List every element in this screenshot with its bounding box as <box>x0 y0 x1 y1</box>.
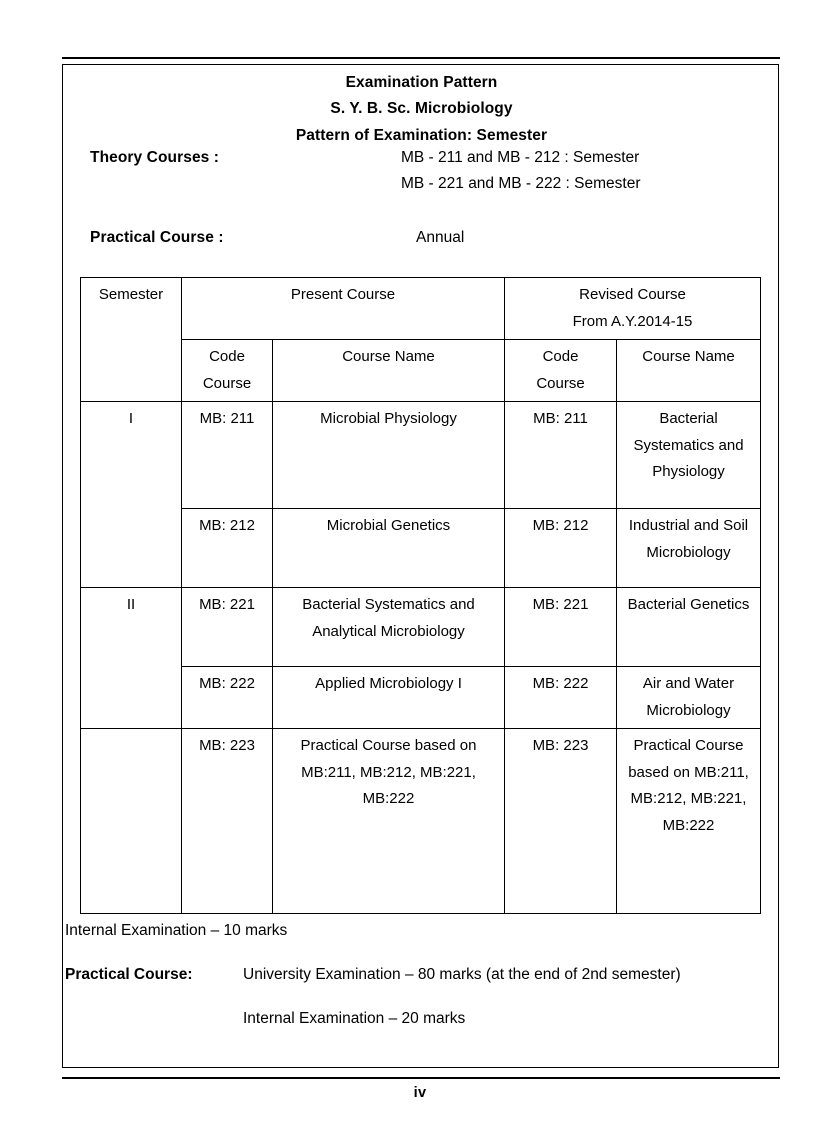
table-header-group-row <box>81 278 761 340</box>
footer-rule <box>62 1077 780 1079</box>
content-frame <box>62 64 779 1068</box>
theory-courses-label: Theory Courses : <box>90 149 220 166</box>
row-present-name: Bacterial Systematics and Analytical Microbiology <box>273 588 505 667</box>
table-row <box>81 588 761 667</box>
row-semester-3 <box>81 729 182 914</box>
header-present-course: Present Course <box>182 278 505 340</box>
row-present-code: MB: 222 <box>182 667 273 729</box>
row-revised-code: MB: 222 <box>505 667 617 729</box>
header-present-code-line-2: Course <box>202 374 252 392</box>
table-row <box>81 402 761 509</box>
note-internal-examination-bottom-text: Internal Examination – 20 marks <box>243 1010 466 1027</box>
header-revised-course-line-2: From A.Y.2014-15 <box>572 312 693 330</box>
table-row <box>81 667 761 729</box>
row-present-name: Microbial Genetics <box>273 509 505 588</box>
table-row <box>81 509 761 588</box>
theory-courses-value-1: MB - 211 and MB - 212 : Semester <box>401 149 640 166</box>
header-revised-code-line-2: Course <box>536 374 585 392</box>
row-revised-name: Industrial and Soil Microbiology <box>617 509 761 588</box>
header-revised-course <box>505 278 761 340</box>
header-present-code-line-1: Code <box>209 348 245 365</box>
row-present-name: Practical Course based on MB:211, MB:212, MB:221, MB:222 <box>273 729 505 914</box>
row-revised-code: MB: 223 <box>505 729 617 914</box>
row-revised-name: Practical Course based on MB:211, MB:212, MB:221, MB:222 <box>617 729 761 914</box>
row-revised-name: Bacterial Genetics <box>617 588 761 667</box>
practical-course-label: Practical Course : <box>90 229 224 246</box>
header-semester: Semester <box>81 278 182 402</box>
note-university-examination: University Examination – 80 marks (at the end of 2nd semester) <box>243 966 681 983</box>
row-semester-2: II <box>81 588 182 729</box>
examination-notes <box>63 920 780 1030</box>
theory-courses-value-2: MB - 221 and MB - 222 : Semester <box>401 175 641 192</box>
row-present-code: MB: 211 <box>182 402 273 509</box>
row-revised-code: MB: 212 <box>505 509 617 588</box>
table-row <box>81 729 761 914</box>
note-practical-course-label: Practical Course: <box>65 966 193 983</box>
note-internal-examination-bottom <box>63 1008 780 1030</box>
row-present-code: MB: 212 <box>182 509 273 588</box>
course-comparison-table <box>80 277 761 914</box>
header-revised-code-line-1: Code <box>542 348 579 365</box>
header-present-code <box>182 340 273 402</box>
heading-pattern-of-examination: Pattern of Examination: Semester <box>295 126 548 144</box>
practical-course-value: Annual <box>416 229 465 246</box>
row-revised-name: Air and Water Microbiology <box>617 667 761 729</box>
page-heading <box>63 70 780 149</box>
heading-examination-pattern: Examination Pattern <box>345 74 498 91</box>
table-header-sub-row <box>81 340 761 402</box>
row-present-name: Microbial Physiology <box>273 402 505 509</box>
row-revised-code: MB: 211 <box>505 402 617 509</box>
row-semester-1: I <box>81 402 182 588</box>
header-present-course-name: Course Name <box>273 340 505 402</box>
header-revised-course-line-1: Revised Course <box>579 286 686 303</box>
header-revised-course-name: Course Name <box>617 340 761 402</box>
note-internal-examination-top: Internal Examination – 10 marks <box>65 922 288 939</box>
header-revised-code <box>505 340 617 402</box>
row-revised-name: Bacterial Systematics and Physiology <box>617 402 761 509</box>
header-rule <box>62 57 780 59</box>
row-present-name: Applied Microbiology I <box>273 667 505 729</box>
row-present-code: MB: 221 <box>182 588 273 667</box>
page-number: iv <box>413 1085 427 1101</box>
note-practical-course <box>63 964 780 986</box>
row-revised-code: MB: 221 <box>505 588 617 667</box>
row-present-code: MB: 223 <box>182 729 273 914</box>
heading-program-name: S. Y. B. Sc. Microbiology <box>330 100 513 118</box>
